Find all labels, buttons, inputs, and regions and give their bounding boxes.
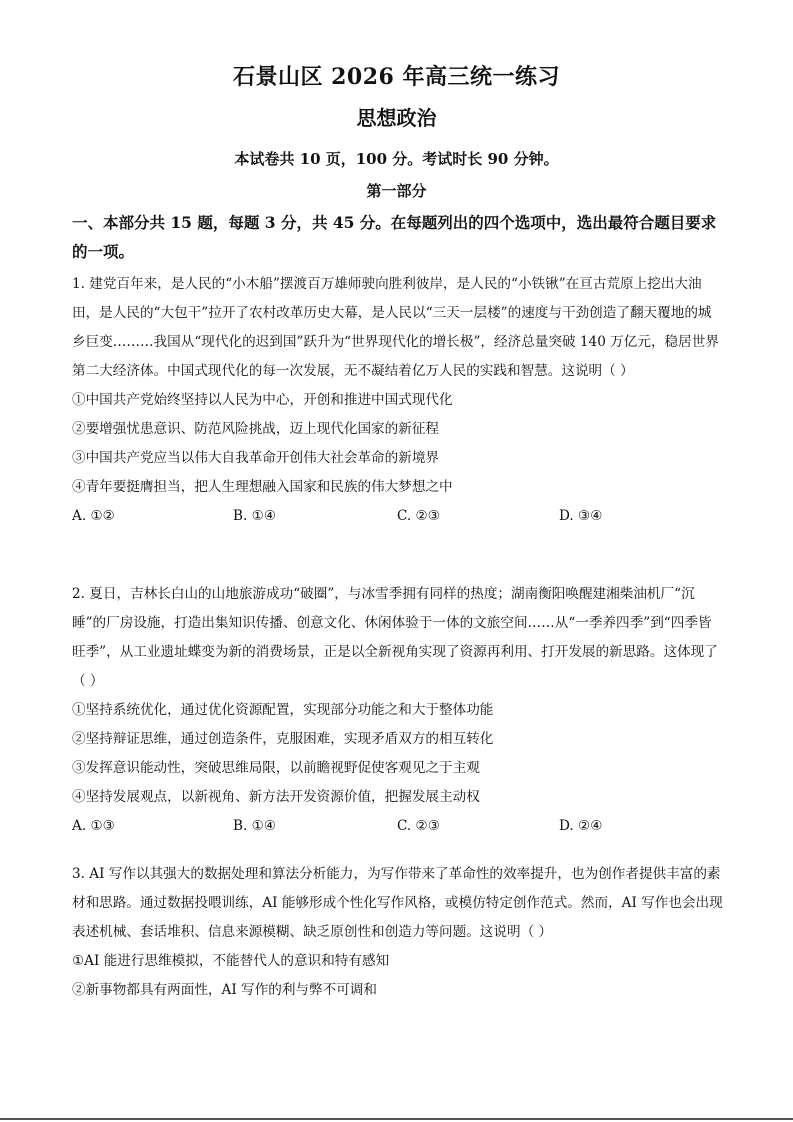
section-instruction: 一、本部分共 15 题，每题 3 分，共 45 分。在每题列出的四个选项中，选出最符合题目要求的一项。	[72, 213, 717, 261]
answer-choices	[72, 812, 724, 841]
statement-option: ①中国共产党始终坚持以人民为中心，开创和推进中国式现代化	[72, 392, 453, 408]
statement-option: ②坚持辩证思维，通过创造条件，克服困难，实现矛盾双方的相互转化	[72, 731, 494, 747]
part-title: 第一部分	[366, 182, 427, 200]
choice-d[interactable]: D. ③④	[559, 508, 603, 524]
choice-c[interactable]: C. ②③	[397, 508, 440, 524]
statement-option: ③发挥意识能动性，突破思维局限，以前瞻视野促使客观见之于主观	[72, 760, 480, 776]
statement-option: ②要增强忧患意识、防范风险挑战，迈上现代化国家的新征程	[72, 421, 440, 437]
statement-option: ②新事物都具有两面性，AI 写作的利与弊不可调和	[72, 982, 377, 998]
choice-d[interactable]: D. ②④	[559, 818, 603, 834]
choice-a[interactable]: A. ①②	[72, 508, 115, 524]
question-stem: 2. 夏日，吉林长白山的山地旅游成功“破圈”，与冰雪季拥有同样的热度；湖南衡阳唤醒建湘柴油机厂“沉睡”的厂房设施，打造出集知识传播、创意文化、休闲体验于一体的文旅空间……从“一季养四季”到“四季皆旺季”，从工业遗址蝶变为新的消费场景，正是以全新视角实现了资源再利用、打开发展的新思路。这体现了（ ）	[72, 586, 718, 689]
exam-note: 本试卷共 10 页，100 分。考试时长 90 分钟。	[234, 150, 559, 168]
statement-option: ④青年要挺膺担当，把人生理想融入国家和民族的伟大梦想之中	[72, 479, 453, 495]
choice-b[interactable]: B. ①④	[233, 508, 277, 524]
question-3	[72, 860, 724, 1005]
statement-option: ①AI 能进行思维模拟，不能替代人的意识和特有感知	[72, 953, 390, 969]
question-1	[72, 270, 724, 531]
answer-choices	[72, 502, 724, 531]
choice-b[interactable]: B. ①④	[233, 818, 277, 834]
statement-option: ④坚持发展观点，以新视角、新方法开发资源价值，把握发展主动权	[72, 789, 480, 805]
statement-option: ③中国共产党应当以伟大自我革命开创伟大社会革命的新境界	[72, 450, 440, 466]
question-2	[72, 580, 724, 841]
exam-title: 石景山区 2026 年高三统一练习	[232, 64, 561, 90]
question-stem: 3. AI 写作以其强大的数据处理和算法分析能力，为写作带来了革命性的效率提升，也为创作者提供丰富的素材和思路。通过数据投喂训练，AI 能够形成个性化写作风格，或模仿特定创作范式。然而，AI 写作也会出现表述机械、套话堆积、信息来源模糊、缺乏原创性和创造力等问题。这说明（ ）	[72, 866, 723, 940]
statement-option: ①坚持系统优化，通过优化资源配置，实现部分功能之和大于整体功能	[72, 702, 494, 718]
question-stem: 1. 建党百年来，是人民的“小木船”摆渡百万雄师驶向胜利彼岸，是人民的“小铁锹”在亘古荒原上挖出大油田，是人民的“大包干”拉开了农村改革历史大幕，是人民以“三天一层楼”的速度与干劲创造了翻天覆地的城乡巨变………我国从“现代化的迟到国”跃升为“世界现代化的增长极”，经济总量突破 140 万亿元，稳居世界第二大经济体。中国式现代化的每一次发展，无不凝结着亿万人民的实践和智慧。这说明（ ）	[72, 276, 719, 379]
subject-title: 思想政治	[356, 106, 437, 130]
choice-a[interactable]: A. ①③	[72, 818, 115, 834]
choice-c[interactable]: C. ②③	[397, 818, 440, 834]
page-bottom-rule	[0, 1118, 793, 1120]
